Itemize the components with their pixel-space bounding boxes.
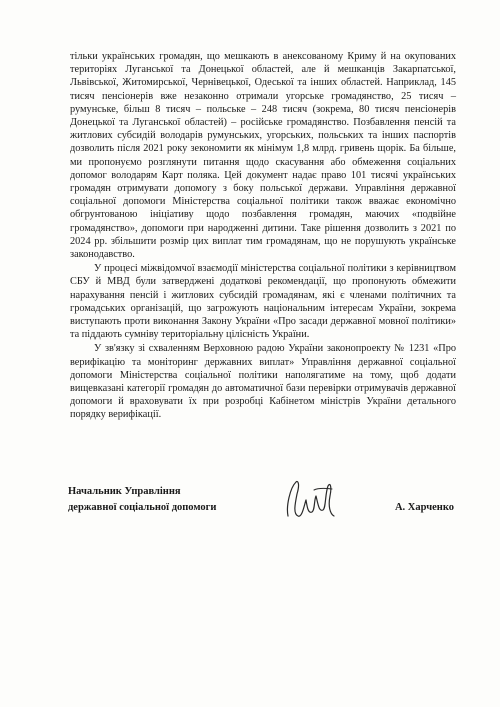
paragraph-1: тільки українських громадян, що мешкають в анексованому Криму й на окупованих територіях Луганської та Донецької областей, але й мешканців Закарпатської, Львівської, Житомирської, Чернівецької, Одеської та інших областей. Наприклад, 145 тисяч пенсіонерів вже незаконно отримали угорське громадянство, 25 тисяч – румунське, більш 8 тисяч – польське – 248 тисяч (зокрема, 80 тисяч пенсіонерів Донецької та Луганської областей) – російське громадянство. Позбавлення пенсій та житлових субсидій володарів румунських, угорських, польських та інших паспортів дозволить після 2021 року зекономити як мінімум 1,8 млрд. гривень щорік. Ба більше, ми пропонуємо розглянути питання щодо скасування або обмеження соціальних допомог володарям Карт поляка. Цей документ надає право 101 тисячі українських громадян отримувати допомогу з боку польської держави. Управління державної соціальної допомоги Міністерства соціальної політики також вважає економічно обгрунтованою ініціативу щодо позбавлення громадян, маючих «подвійне громадянство», допомоги при народженні дитини. Таке рішення дозволить з 2021 по 2024 рр. збільшити розмір цих виплат тим громадянам, що не порушують українське законодавство.: [70, 51, 456, 261]
signatory-title-line-1: Начальник Управління: [68, 486, 181, 497]
signatory-title: [68, 484, 216, 516]
paragraph-3: У зв'язку зі схваленням Верховною радою України законопроекту № 1231 «Про верифікацію та моніторинг державних виплат» Управління державної соціальної допомоги Міністерства соціальної політики наполягатиме на тому, щоб додати вищевказані категорії громадян до автоматичної бази перевірки отримувачів державної допомоги й враховувати їх при розробці Кабінетом міністрів України детального порядку верифікації.: [70, 343, 456, 421]
paragraph-2: У процесі міжвідомчої взаємодії міністерства соціальної політики з керівництвом СБУ й МВД були затверджені додаткові рекомендації, що пропонують обмежити нарахування пенсій і житлових субсидій громадянам, які є членами політичних та громадських організацій, що загрожують національним інтересам України, зокрема виступають проти виконання Закону України «Про засади державної мовної політики» та піддають сумніву територіальну цілісність України.: [70, 263, 456, 341]
handwritten-signature: [278, 476, 338, 526]
signature-block: [68, 484, 458, 524]
document-body: [70, 50, 456, 423]
signatory-name: А. Харченко: [394, 502, 454, 513]
signatory-title-line-2: державної соціальної допомоги: [68, 502, 217, 513]
